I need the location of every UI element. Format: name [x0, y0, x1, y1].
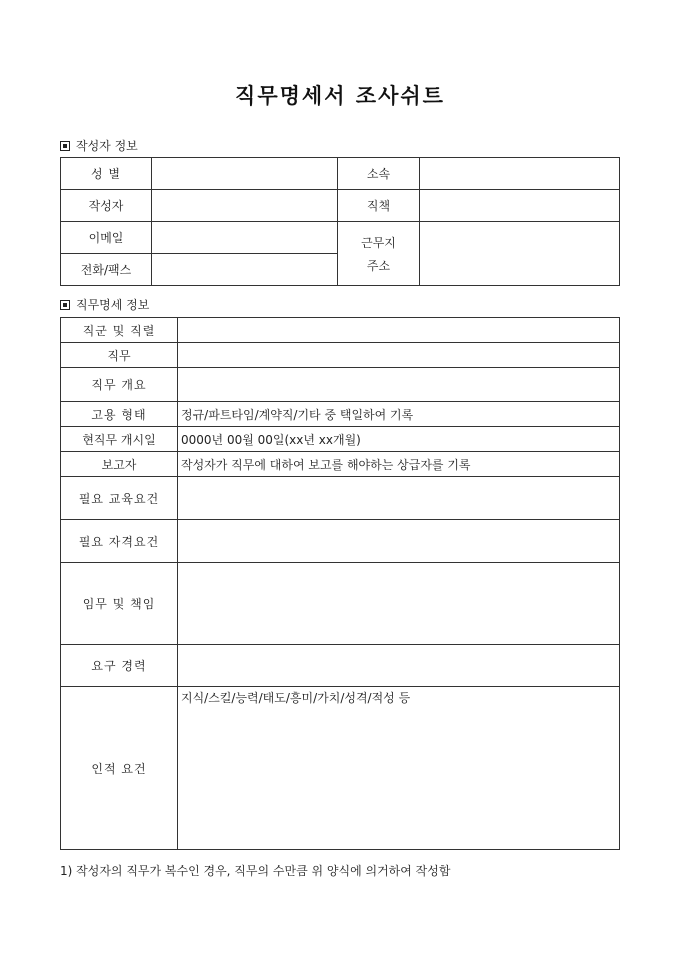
section-writer-info-heading	[60, 137, 138, 154]
square-bullet-icon	[60, 300, 70, 310]
duties-field[interactable]	[178, 563, 620, 645]
affiliation-label: 소속	[338, 158, 420, 190]
section-job-spec-heading	[60, 296, 149, 313]
phone-fax-field[interactable]	[152, 254, 338, 286]
affiliation-field[interactable]	[420, 158, 620, 190]
education-req-label: 필요 교육요건	[61, 477, 178, 520]
job-group-label: 직군 및 직렬	[61, 318, 178, 343]
footnote: 1) 작성자의 직무가 복수인 경우, 직무의 수만큼 위 양식에 의거하여 작성함	[60, 864, 451, 878]
writer-label: 작성자	[61, 190, 152, 222]
duties-label: 임무 및 책임	[61, 563, 178, 645]
job-field[interactable]	[178, 343, 620, 368]
square-bullet-icon	[60, 141, 70, 151]
job-spec-table	[60, 317, 620, 850]
page-title: 직무명세서 조사쉬트	[235, 83, 445, 108]
gender-label: 성 별	[61, 158, 152, 190]
writer-info-table	[60, 157, 620, 286]
qualification-req-field[interactable]	[178, 520, 620, 563]
job-summary-field[interactable]	[178, 368, 620, 402]
job-group-field[interactable]	[178, 318, 620, 343]
reporter-label: 보고자	[61, 452, 178, 477]
experience-label: 요구 경력	[61, 645, 178, 687]
gender-field[interactable]	[152, 158, 338, 190]
start-date-label: 현직무 개시일	[61, 427, 178, 452]
qualification-req-label: 필요 자격요건	[61, 520, 178, 563]
experience-field[interactable]	[178, 645, 620, 687]
workplace-address-field[interactable]	[420, 222, 620, 286]
job-summary-label: 직무 개요	[61, 368, 178, 402]
section-job-spec-label: 직무명세 정보	[76, 298, 150, 312]
personal-req-label: 인적 요건	[61, 687, 178, 850]
workplace-label-line2: 주소	[366, 258, 391, 273]
employment-type-label: 고용 형태	[61, 402, 178, 427]
job-label: 직무	[61, 343, 178, 368]
workplace-address-label	[338, 222, 420, 286]
phone-fax-label: 전화/팩스	[61, 254, 152, 286]
workplace-label-line1: 근무지	[361, 235, 396, 250]
email-label: 이메일	[61, 222, 152, 254]
email-field[interactable]	[152, 222, 338, 254]
position-field[interactable]	[420, 190, 620, 222]
position-label: 직책	[338, 190, 420, 222]
personal-req-field[interactable]: 지식/스킬/능력/태도/흥미/가치/성격/적성 등	[178, 687, 620, 850]
reporter-field[interactable]: 작성자가 직무에 대하여 보고를 해야하는 상급자를 기록	[178, 452, 620, 477]
start-date-field[interactable]: 0000년 00월 00일(xx년 xx개월)	[178, 427, 620, 452]
writer-field[interactable]	[152, 190, 338, 222]
section-writer-info-label: 작성자 정보	[76, 139, 138, 153]
employment-type-field[interactable]: 정규/파트타임/계약직/기타 중 택일하여 기록	[178, 402, 620, 427]
education-req-field[interactable]	[178, 477, 620, 520]
